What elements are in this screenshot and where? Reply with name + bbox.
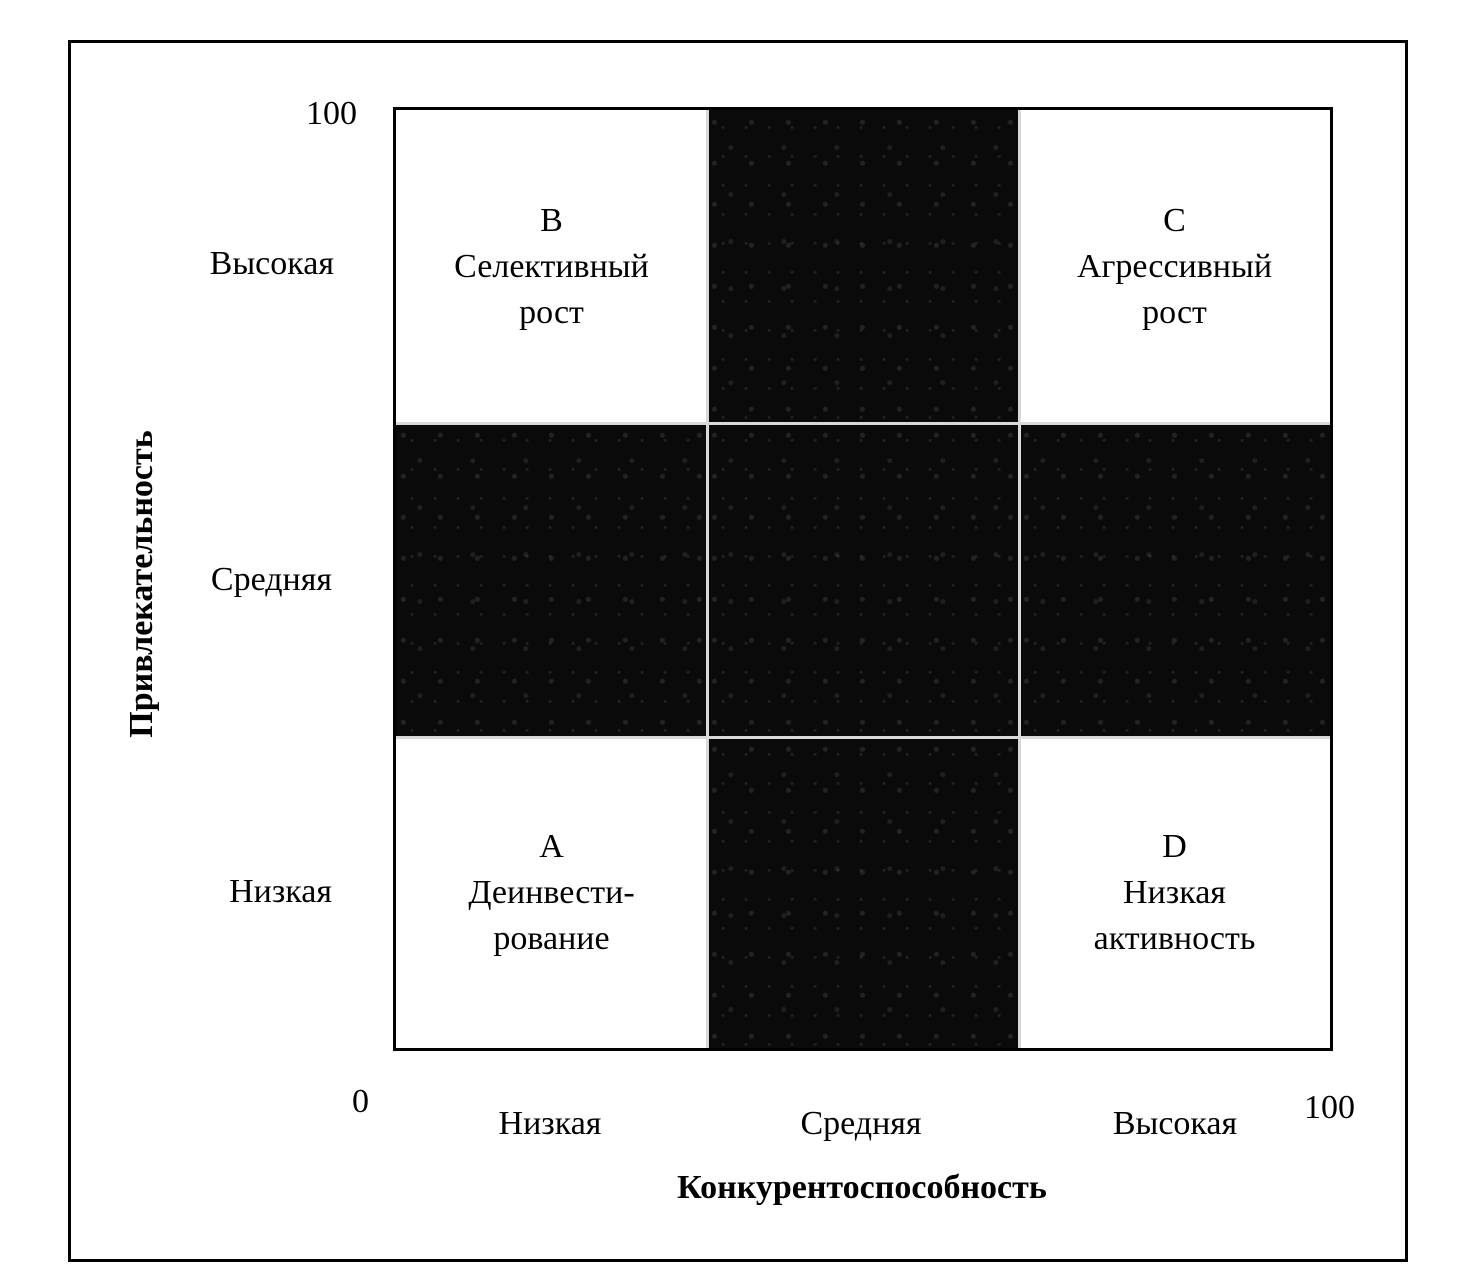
x-max-label: 100 <box>1304 1089 1355 1126</box>
quadrant-a-letter: A <box>539 827 564 865</box>
x-level-high: Высокая <box>1112 1105 1238 1142</box>
quadrant-b-letter: B <box>540 201 563 239</box>
quadrant-c-title: Агрессивный <box>1076 247 1273 285</box>
origin-label: 0 <box>352 1083 369 1120</box>
quadrant-d <box>1019 737 1330 1048</box>
y-level-high: Высокая <box>209 245 334 282</box>
cell-middle-right <box>1019 423 1330 737</box>
quadrant-d-title: Низкая <box>1123 873 1226 911</box>
quadrant-c-subtitle: рост <box>1142 293 1207 331</box>
cell-middle-left <box>396 423 707 737</box>
cell-center <box>707 423 1019 737</box>
cell-top-middle <box>707 110 1019 423</box>
x-level-medium: Средняя <box>800 1105 922 1142</box>
x-level-low: Низкая <box>498 1105 602 1142</box>
quadrant-a-subtitle: рование <box>493 919 610 957</box>
y-level-low: Низкая <box>229 873 332 910</box>
strategy-matrix <box>393 107 1333 1051</box>
y-max-label: 100 <box>306 95 357 132</box>
x-axis-title: Конкурентоспособность <box>677 1169 1047 1206</box>
quadrant-d-subtitle: активность <box>1093 919 1256 957</box>
quadrant-c-letter: C <box>1163 201 1186 239</box>
grid-divider-v2 <box>1018 110 1021 1048</box>
grid-divider-h1 <box>396 422 1330 425</box>
quadrant-c <box>1019 110 1330 423</box>
y-axis-title: Привлекательность <box>123 430 160 738</box>
y-level-medium: Средняя <box>210 561 332 598</box>
quadrant-b-subtitle: рост <box>519 293 584 331</box>
cell-bottom-middle <box>707 737 1019 1048</box>
quadrant-b <box>396 110 707 423</box>
grid-divider-v1 <box>706 110 709 1048</box>
quadrant-b-title: Селективный <box>454 247 649 285</box>
quadrant-a-title: Деинвести- <box>468 873 635 911</box>
quadrant-d-letter: D <box>1162 827 1187 865</box>
grid-divider-h2 <box>396 736 1330 739</box>
quadrant-a <box>396 737 707 1048</box>
